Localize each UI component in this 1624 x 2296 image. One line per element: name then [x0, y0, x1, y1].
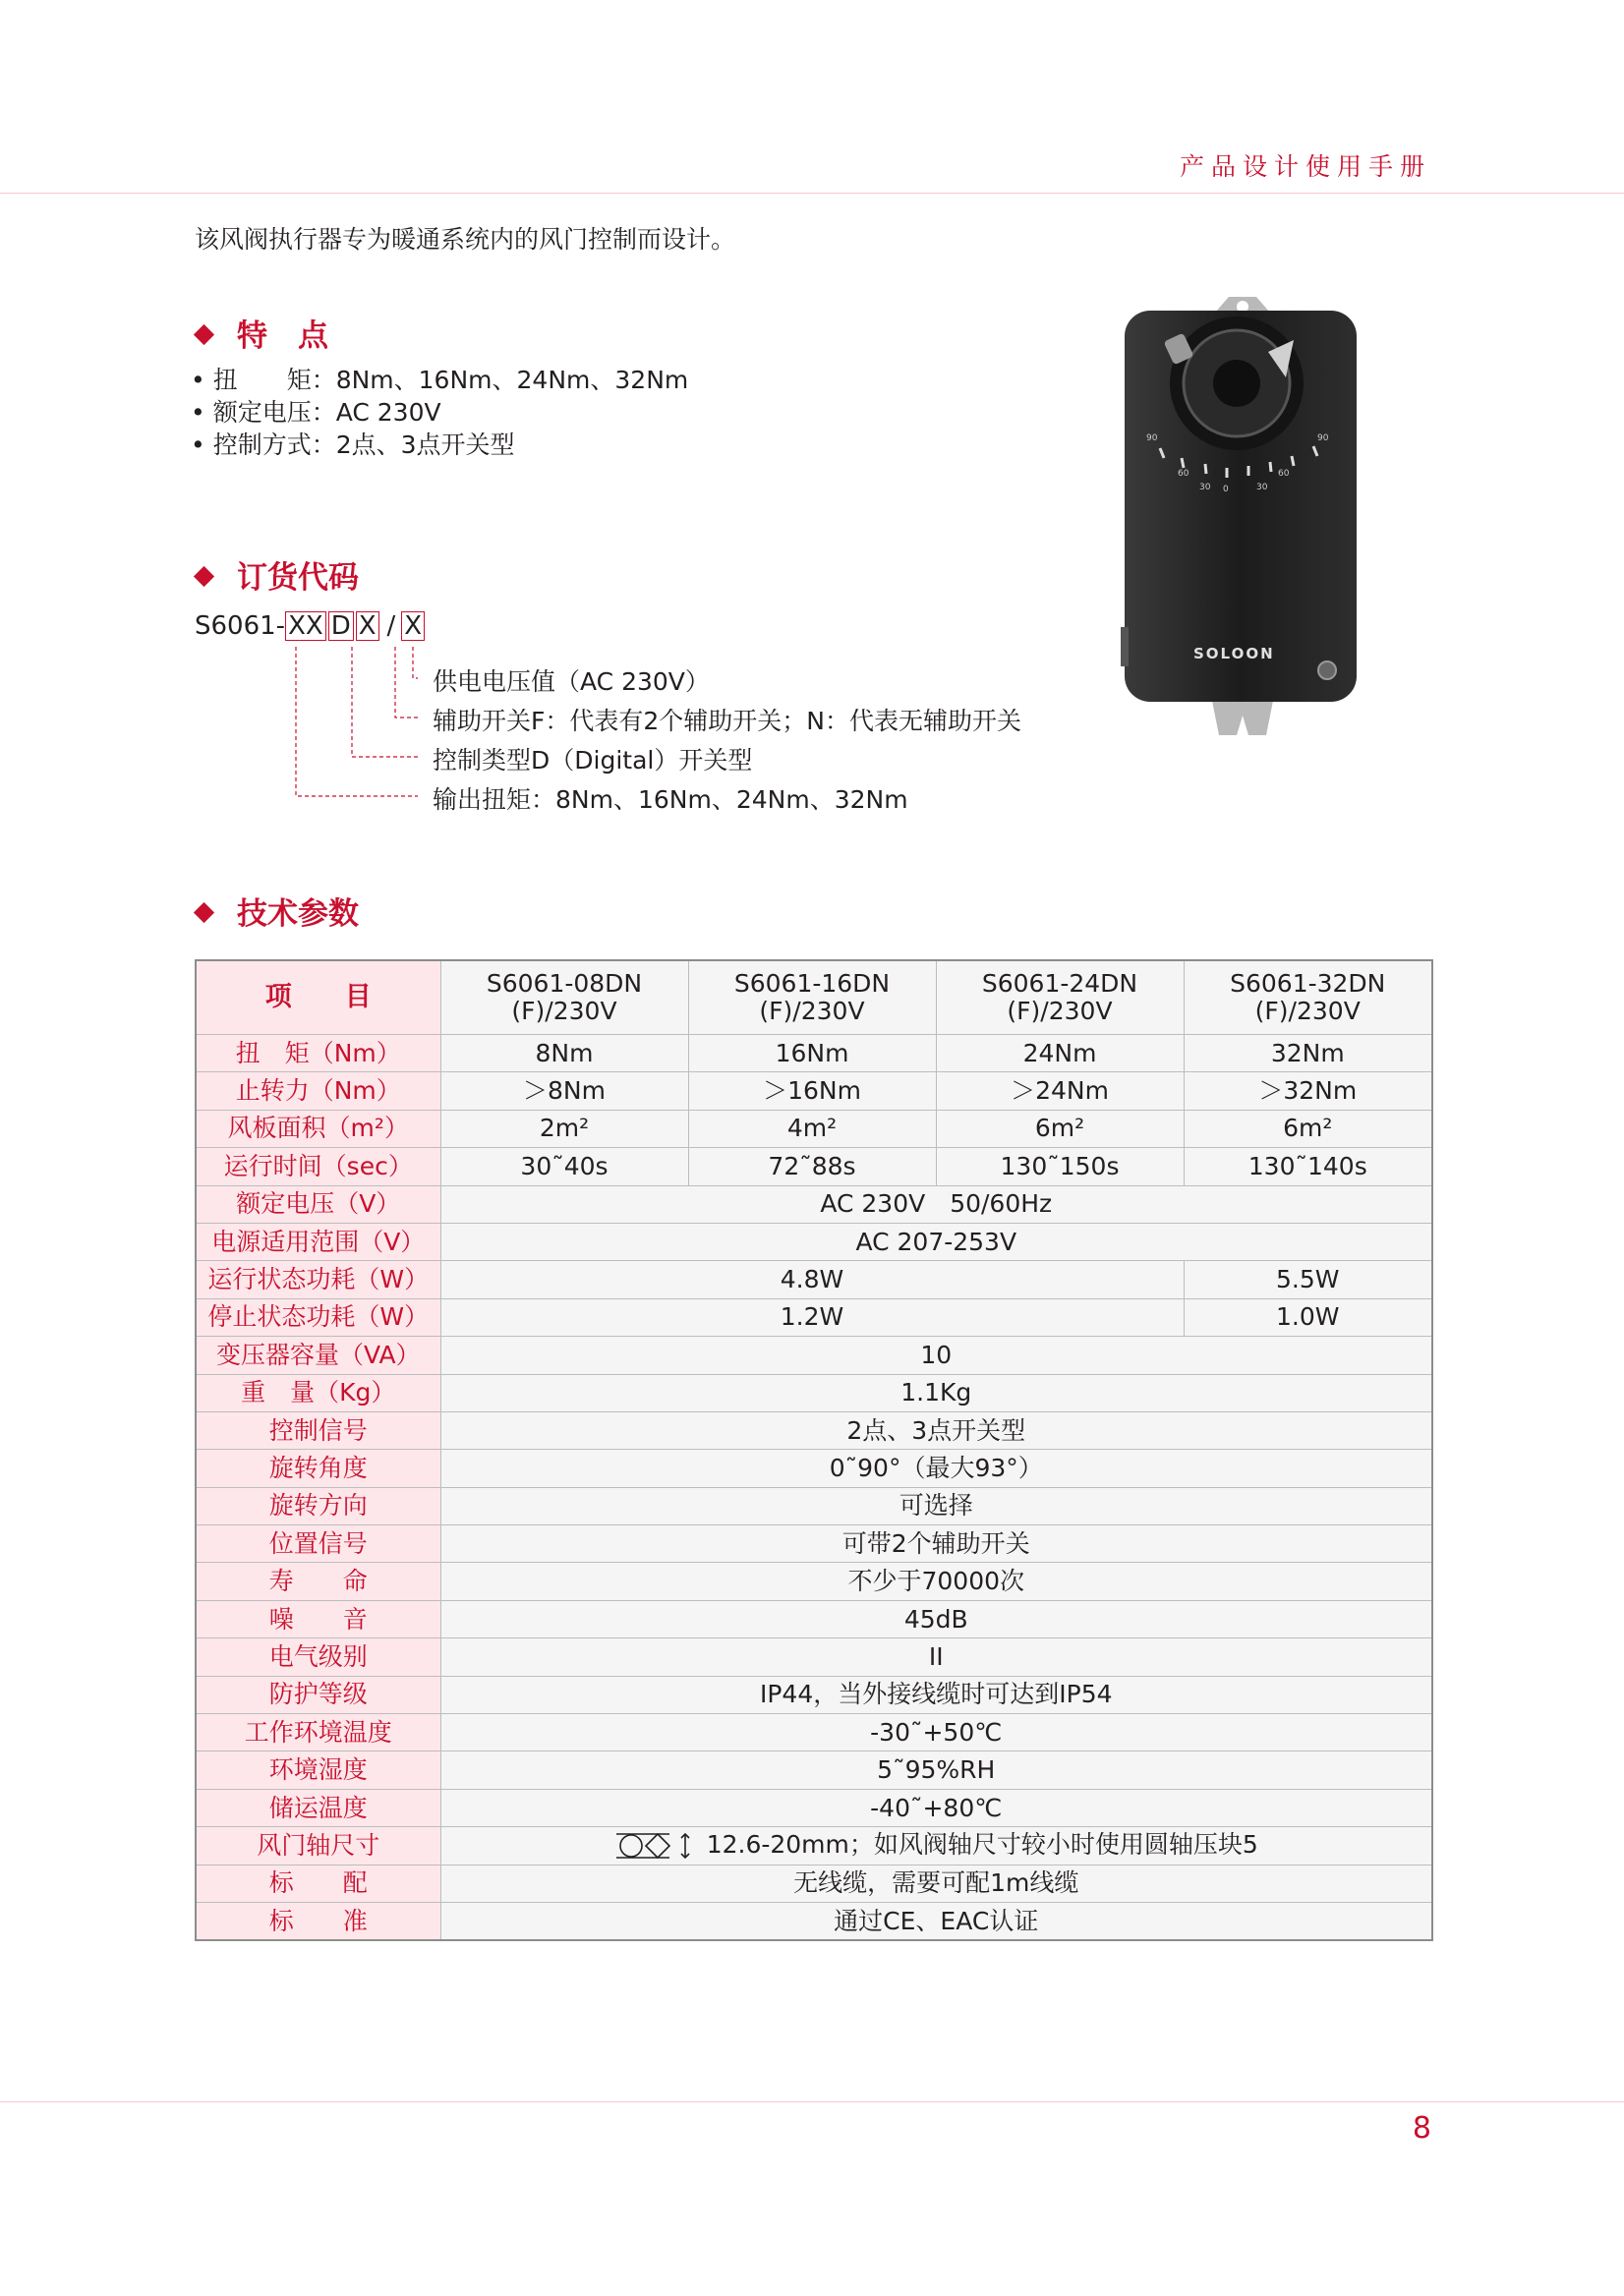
table-row: [196, 1789, 1432, 1826]
legend-control-type: 控制类型D（Digital）开关型: [433, 746, 753, 775]
table-cell: 10: [440, 1337, 1432, 1374]
section-title: 订货代码: [237, 560, 359, 596]
feature-item: • 控制方式：2点、3点开关型: [191, 430, 515, 459]
table-cell: 1.2W: [440, 1298, 1184, 1336]
scale-mark: 30: [1199, 483, 1211, 492]
table-row: [196, 1563, 1432, 1600]
table-row: [196, 1525, 1432, 1563]
table-row: [196, 1751, 1432, 1789]
table-row: [196, 1337, 1432, 1374]
feature-item: • 扭 矩：8Nm、16Nm、24Nm、32Nm: [191, 366, 689, 394]
table-cell: 2点、3点开关型: [440, 1411, 1432, 1449]
table-row: [196, 1185, 1432, 1223]
table-cell: 1.0W: [1184, 1298, 1432, 1336]
table-row: [196, 1638, 1432, 1676]
table-cell: 5˜95%RH: [440, 1751, 1432, 1789]
feature-item: • 额定电压：AC 230V: [191, 398, 441, 427]
row-label: 运行时间（sec）: [196, 1148, 440, 1185]
table-cell: 130˜140s: [1184, 1148, 1432, 1185]
table-cell: -40˜+80℃: [440, 1789, 1432, 1826]
row-label: 防护等级: [196, 1676, 440, 1713]
order-code-prefix: S6061-: [195, 611, 286, 641]
row-label: 工作环境温度: [196, 1714, 440, 1751]
table-row: [196, 1072, 1432, 1110]
table-cell: 32Nm: [1184, 1035, 1432, 1072]
section-tech-params: [197, 889, 359, 933]
table-cell: IP44，当外接线缆时可达到IP54: [440, 1676, 1432, 1713]
row-label: 电源适用范围（V）: [196, 1223, 440, 1260]
table-cell: 不少于70000次: [440, 1563, 1432, 1600]
row-label: 重 量（Kg）: [196, 1374, 440, 1411]
table-cell: 45dB: [440, 1600, 1432, 1637]
shaft-size-text: 12.6-20mm；如风阀轴尺寸较小时使用圆轴压块5: [706, 1829, 1258, 1859]
brand-logo: SOLOON: [1193, 645, 1275, 662]
table-row: [196, 1676, 1432, 1713]
table-row: [196, 1714, 1432, 1751]
scale-mark: 60: [1178, 469, 1189, 479]
table-cell: ＞24Nm: [936, 1072, 1184, 1110]
row-label: 位置信号: [196, 1525, 440, 1563]
actuator-product-image: [1121, 293, 1361, 737]
table-row: [196, 1035, 1432, 1072]
legend-aux-switch: 辅助开关F：代表有2个辅助开关；N：代表无辅助开关: [433, 707, 1021, 735]
table-row: [196, 1148, 1432, 1185]
order-code-separator: /: [386, 611, 396, 641]
spec-table: [195, 959, 1433, 1941]
header-label: 项 目: [196, 960, 440, 1035]
table-cell: [440, 1827, 1432, 1865]
section-title: 特 点: [237, 318, 328, 354]
row-label: 扭 矩（Nm）: [196, 1035, 440, 1072]
order-code-type-box: D: [328, 611, 354, 641]
row-label: 风门轴尺寸: [196, 1827, 440, 1865]
table-row: [196, 1487, 1432, 1524]
order-code-switch-box: X: [356, 611, 379, 641]
page-number: 8: [1412, 2111, 1431, 2146]
table-cell: 通过CE、EAC认证: [440, 1902, 1432, 1940]
diamond-bullet-icon: [194, 902, 214, 923]
row-label: 额定电压（V）: [196, 1185, 440, 1223]
table-cell: AC 230V 50/60Hz: [440, 1185, 1432, 1223]
table-cell: AC 207-253V: [440, 1223, 1432, 1260]
row-label: 寿 命: [196, 1563, 440, 1600]
row-label: 噪 音: [196, 1600, 440, 1637]
table-row: [196, 1298, 1432, 1336]
table-row: [196, 1374, 1432, 1411]
scale-mark: 30: [1256, 483, 1268, 492]
row-label: 变压器容量（VA）: [196, 1337, 440, 1374]
scale-mark: 60: [1278, 469, 1290, 479]
table-cell: 可带2个辅助开关: [440, 1525, 1432, 1563]
table-cell: II: [440, 1638, 1432, 1676]
table-cell: 2m²: [440, 1110, 688, 1147]
table-cell: 16Nm: [688, 1035, 936, 1072]
row-label: 控制信号: [196, 1411, 440, 1449]
row-label: 电气级别: [196, 1638, 440, 1676]
table-row: [196, 1600, 1432, 1637]
table-cell: 130˜150s: [936, 1148, 1184, 1185]
table-row: [196, 1827, 1432, 1865]
table-cell: 无线缆，需要可配1m线缆: [440, 1865, 1432, 1902]
table-header-row: [196, 960, 1432, 1035]
row-label: 储运温度: [196, 1789, 440, 1826]
table-cell: 24Nm: [936, 1035, 1184, 1072]
intro-text: 该风阀执行器专为暖通系统内的风门控制而设计。: [195, 225, 736, 254]
table-cell: ＞16Nm: [688, 1072, 936, 1110]
row-label: 环境湿度: [196, 1751, 440, 1789]
table-row: [196, 1450, 1432, 1487]
table-row: [196, 1110, 1432, 1147]
order-code-torque-box: XX: [285, 611, 326, 641]
legend-torque: 输出扭矩：8Nm、16Nm、24Nm、32Nm: [433, 785, 908, 814]
row-label: 风板面积（m²）: [196, 1110, 440, 1147]
row-label: 标 配: [196, 1865, 440, 1902]
table-cell: 0˜90°（最大93°）: [440, 1450, 1432, 1487]
table-cell: ＞8Nm: [440, 1072, 688, 1110]
row-label: 标 准: [196, 1902, 440, 1940]
table-cell: 6m²: [936, 1110, 1184, 1147]
table-cell: -30˜+50℃: [440, 1714, 1432, 1751]
table-cell: 4m²: [688, 1110, 936, 1147]
model-header: S6061-24DN (F)/230V: [936, 960, 1184, 1035]
model-header: S6061-32DN (F)/230V: [1184, 960, 1432, 1035]
table-cell: 5.5W: [1184, 1261, 1432, 1298]
scale-mark: 0: [1223, 485, 1229, 494]
table-cell: 30˜40s: [440, 1148, 688, 1185]
table-cell: 6m²: [1184, 1110, 1432, 1147]
table-cell: 可选择: [440, 1487, 1432, 1524]
row-label: 止转力（Nm）: [196, 1072, 440, 1110]
order-code-voltage-box: X: [401, 611, 425, 641]
row-label: 运行状态功耗（W）: [196, 1261, 440, 1298]
scale-mark: 90: [1146, 433, 1158, 443]
table-row: [196, 1902, 1432, 1940]
footer-divider: [0, 2101, 1624, 2102]
table-row: [196, 1865, 1432, 1902]
running-header-title: 产品设计使用手册: [1179, 152, 1431, 181]
model-header: S6061-08DN (F)/230V: [440, 960, 688, 1035]
row-label: 停止状态功耗（W）: [196, 1298, 440, 1336]
row-label: 旋转角度: [196, 1450, 440, 1487]
model-header: S6061-16DN (F)/230V: [688, 960, 936, 1035]
scale-mark: 90: [1317, 433, 1329, 443]
table-row: [196, 1261, 1432, 1298]
table-cell: ＞32Nm: [1184, 1072, 1432, 1110]
table-row: [196, 1411, 1432, 1449]
table-cell: 8Nm: [440, 1035, 688, 1072]
table-cell: 1.1Kg: [440, 1374, 1432, 1411]
table-row: [196, 1223, 1432, 1260]
row-label: 旋转方向: [196, 1487, 440, 1524]
table-cell: 4.8W: [440, 1261, 1184, 1298]
shaft-shape-icon: [614, 1831, 693, 1861]
legend-voltage: 供电电压值（AC 230V）: [433, 667, 710, 696]
table-cell: 72˜88s: [688, 1148, 936, 1185]
section-title: 技术参数: [237, 896, 359, 932]
